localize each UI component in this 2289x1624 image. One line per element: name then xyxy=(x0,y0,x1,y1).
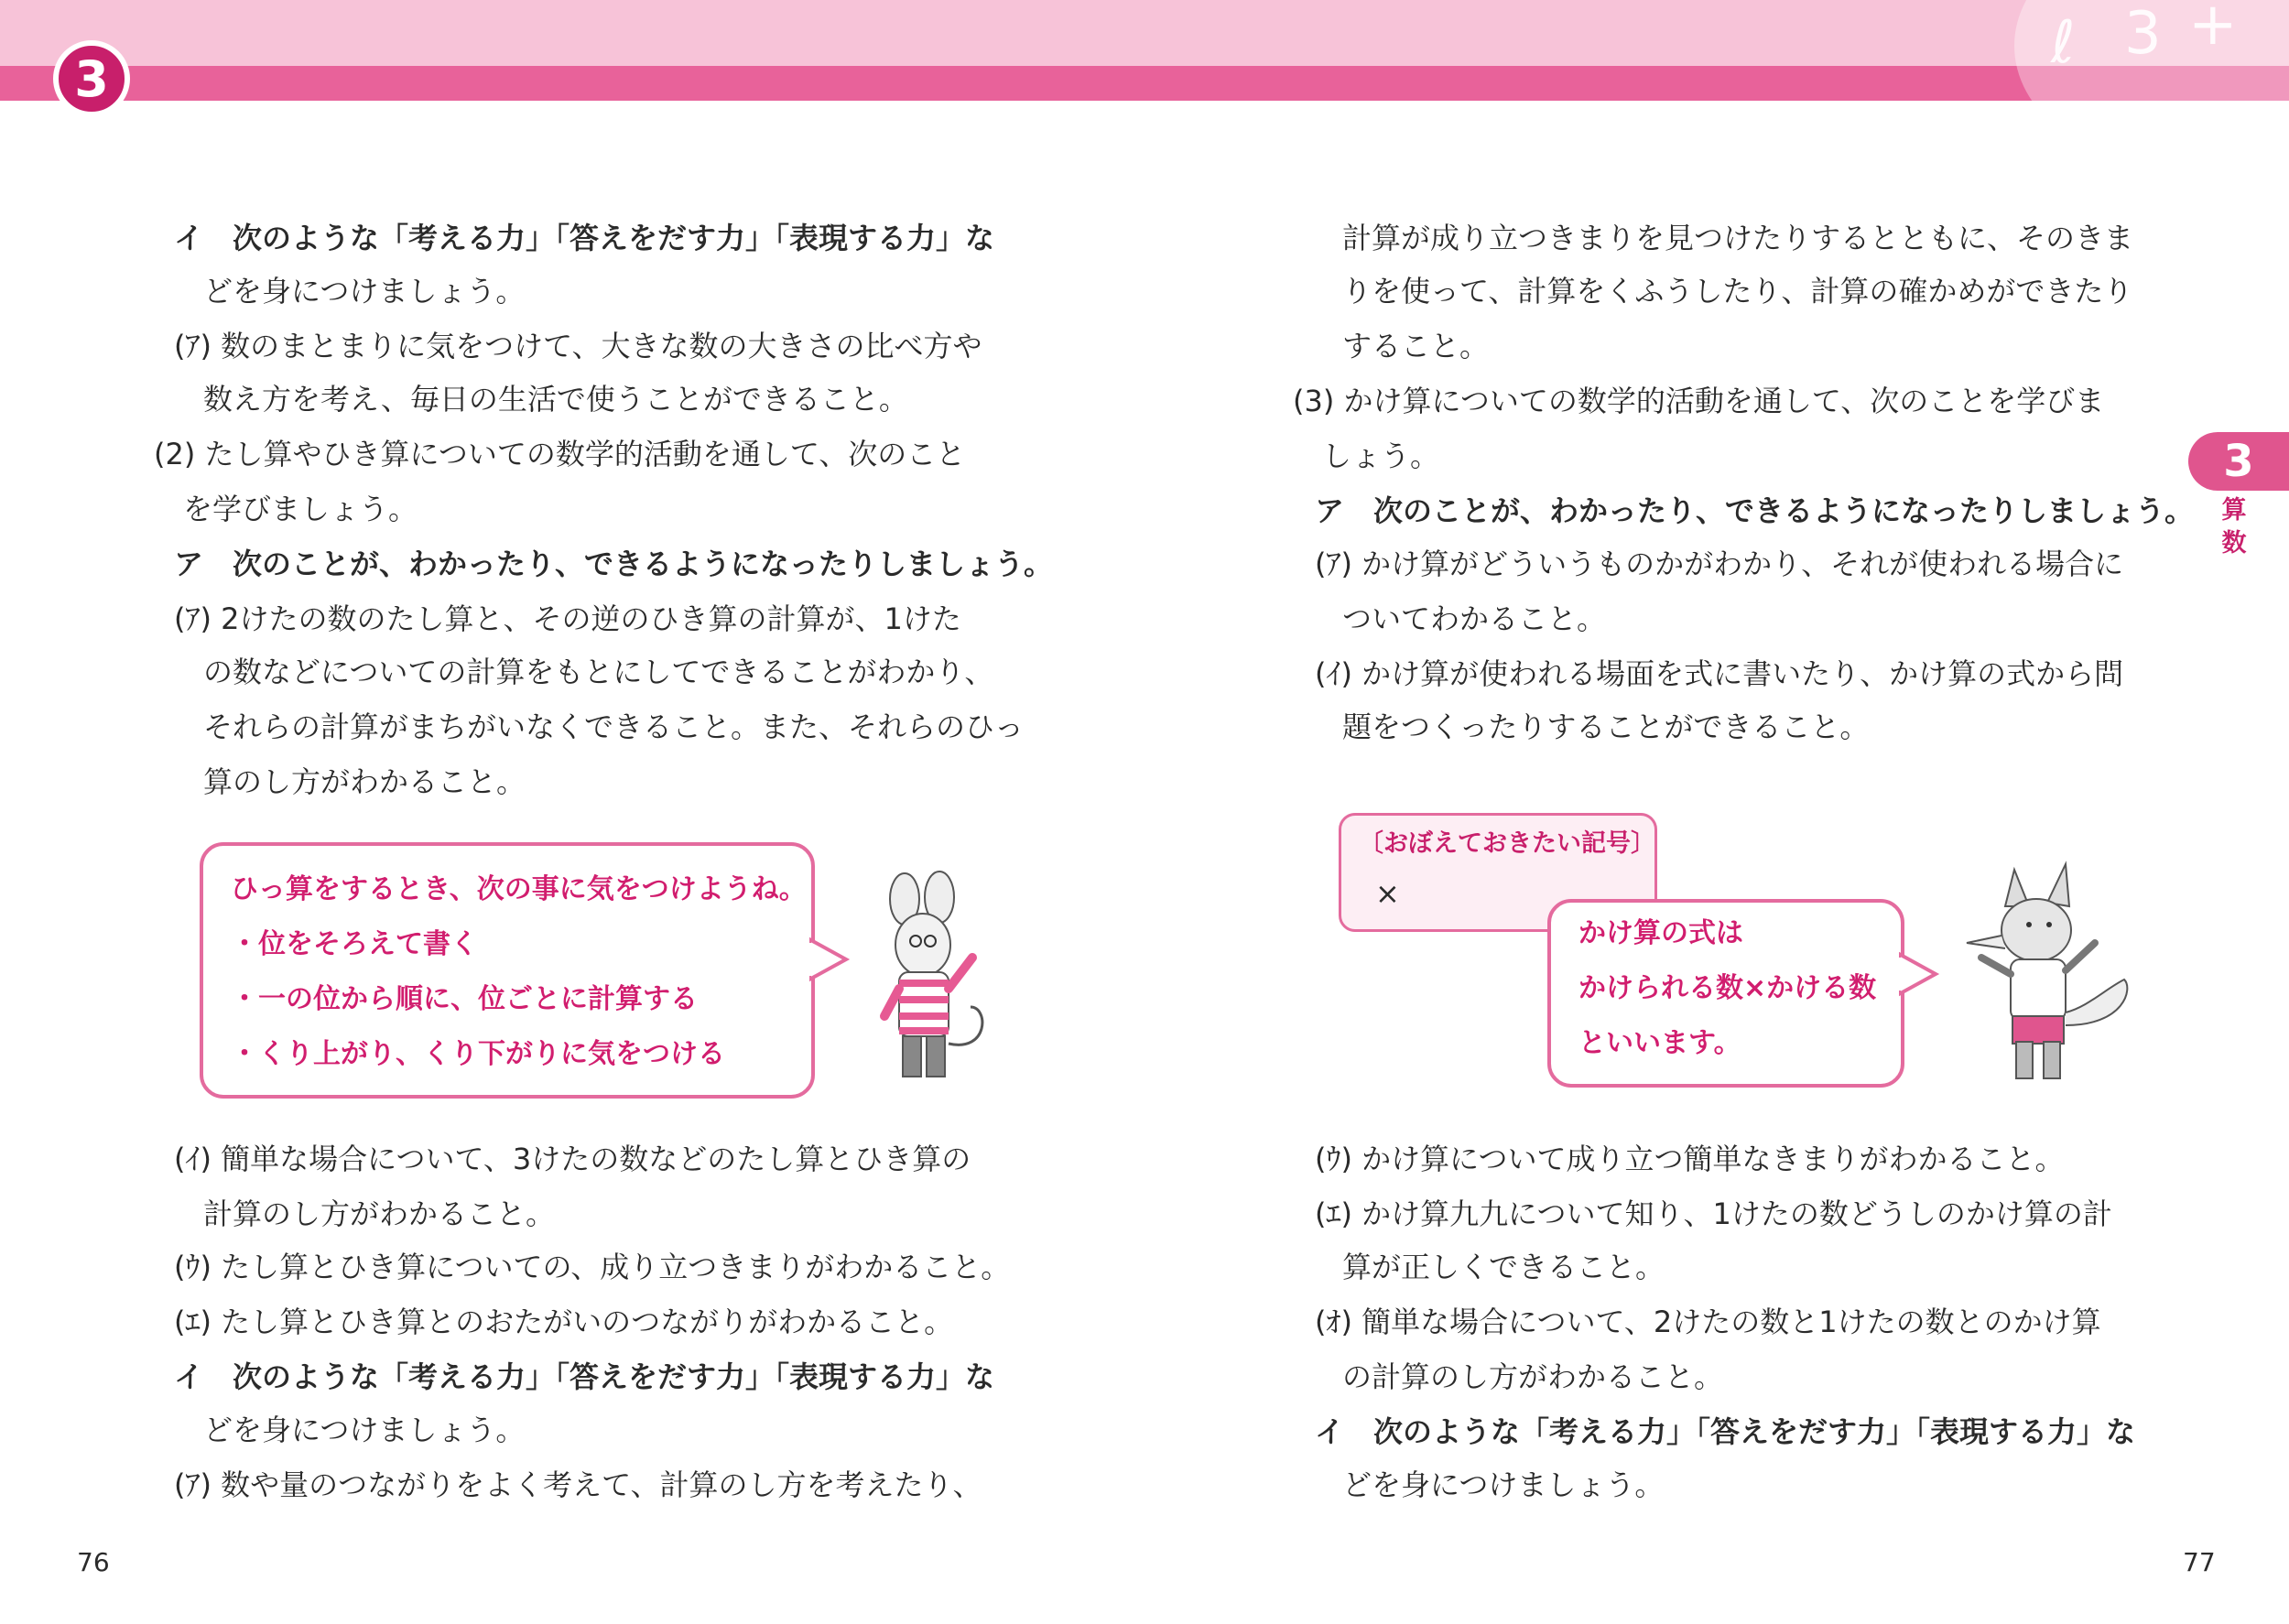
text-line: ア 次のことが、わかったり、できるようになったりしましょう。 xyxy=(1315,493,2195,528)
chapter-side-tab: 3 xyxy=(2188,432,2289,491)
text-line: 算が正しくできること。 xyxy=(1342,1250,1665,1284)
bubble-item: ・くり上がり、くり下がりに気をつける xyxy=(231,1038,725,1070)
header-stripe xyxy=(0,66,2289,101)
bubble-pointer xyxy=(809,936,852,983)
text-line: 題をつくったりすることができること。 xyxy=(1342,709,1870,744)
fox-character-illustration xyxy=(1941,851,2152,1089)
text-line: (ｵ) 簡単な場合について、2けたの数と1けたの数とのかけ算 xyxy=(1315,1305,2101,1339)
text-line: (ｲ) 簡単な場合について、3けたの数などのたし算とひき算の xyxy=(174,1142,971,1176)
text-line: 計算のし方がわかること。 xyxy=(203,1196,556,1231)
bubble-pointer xyxy=(1899,950,1941,998)
text-line: イ 次のような「考える力」「答えをだす力」「表現する力」な xyxy=(174,1359,995,1394)
text-line: しょう。 xyxy=(1322,438,1440,473)
text-line: 計算が成り立つきまりを見つけたりするとともに、そのきま xyxy=(1342,221,2134,255)
text-line: 算のし方がわかること。 xyxy=(203,764,526,799)
text-line: どを身につけましょう。 xyxy=(203,274,526,309)
text-line: すること。 xyxy=(1342,329,1490,363)
text-line: (ｴ) かけ算九九について知り、1けたの数どうしのかけ算の計 xyxy=(1315,1196,2112,1231)
text-line: それらの計算がまちがいなくできること。また、それらのひっ xyxy=(203,709,1025,744)
text-line: (ｱ) 数のまとまりに気をつけて、大きな数の大きさの比べ方や xyxy=(174,329,982,363)
page-number-left: 76 xyxy=(77,1547,110,1577)
text-line: (ｴ) たし算とひき算とのおたがいのつながりがわかること。 xyxy=(174,1305,954,1339)
text-line: どを身につけましょう。 xyxy=(203,1413,526,1447)
bubble-line: かけられる数×かける数 xyxy=(1578,972,1877,1004)
text-line: イ 次のような「考える力」「答えをだす力」「表現する力」な xyxy=(1315,1414,2136,1449)
bubble-item: ・位をそろえて書く xyxy=(231,928,478,960)
text-line: の計算のし方がわかること。 xyxy=(1342,1359,1724,1394)
text-line: どを身につけましょう。 xyxy=(1342,1467,1665,1502)
bubble-heading: ひっ算をするとき、次の事に気をつけようね。 xyxy=(231,873,807,905)
text-line: (2) たし算やひき算についての数学的活動を通して、次のこと xyxy=(154,437,966,471)
page-number-right: 77 xyxy=(2183,1547,2216,1577)
text-line: (ｱ) かけ算がどういうものかがわかり、それが使われる場合に xyxy=(1315,547,2124,581)
text-line: ついてわかること。 xyxy=(1342,601,1607,636)
text-line: (ｲ) かけ算が使われる場面を式に書いたり、かけ算の式から問 xyxy=(1315,656,2124,691)
text-line: (ｱ) 2けたの数のたし算と、その逆のひき算の計算が、1けた xyxy=(174,601,961,636)
text-line: 数え方を考え、毎日の生活で使うことができること。 xyxy=(203,382,908,417)
text-line: (3) かけ算についての数学的活動を通して、次のことを学びま xyxy=(1293,384,2105,418)
mouse-character-illustration xyxy=(852,870,1016,1089)
text-line: ア 次のことが、わかったり、できるようになったりしましょう。 xyxy=(174,547,1054,581)
bubble-line: かけ算の式は xyxy=(1578,917,1743,949)
decorative-numbers: ℓ 3 + xyxy=(2014,0,2289,165)
memo-title: 〔おぼえておきたい記号〕 xyxy=(1359,829,1655,858)
memo-symbol: × xyxy=(1375,876,1400,911)
bubble-line: といいます。 xyxy=(1578,1027,1741,1059)
chapter-number-badge: 3 xyxy=(53,40,130,117)
text-line: (ｳ) かけ算について成り立つ簡単なきまりがわかること。 xyxy=(1315,1142,2065,1176)
subject-label: 算数 xyxy=(2221,496,2247,558)
text-line: を学びましょう。 xyxy=(183,492,418,526)
text-line: りを使って、計算をくふうしたり、計算の確かめができたり xyxy=(1342,274,2133,309)
header-band xyxy=(0,0,2289,66)
bubble-item: ・一の位から順に、位ごとに計算する xyxy=(231,983,698,1015)
text-line: (ｳ) たし算とひき算についての、成り立つきまりがわかること。 xyxy=(174,1250,1011,1284)
text-line: (ｱ) 数や量のつながりをよく考えて、計算のし方を考えたり、 xyxy=(174,1467,982,1502)
text-line: の数などについての計算をもとにしてできることがわかり、 xyxy=(203,655,994,689)
text-line: イ 次のような「考える力」「答えをだす力」「表現する力」な xyxy=(174,221,995,255)
